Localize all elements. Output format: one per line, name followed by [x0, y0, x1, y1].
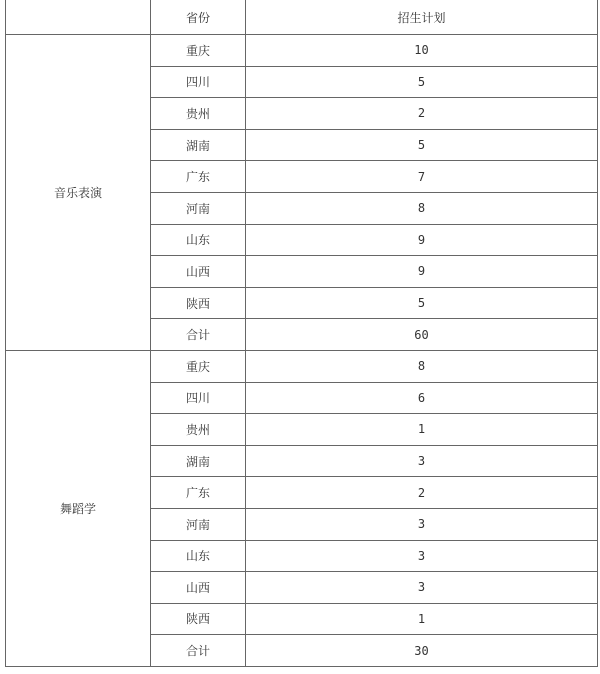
province-cell: 湖南: [151, 129, 246, 161]
plan-count-cell: 3: [246, 540, 598, 572]
plan-count-cell: 3: [246, 445, 598, 477]
plan-count-cell: 9: [246, 224, 598, 256]
plan-count-cell: 1: [246, 414, 598, 446]
plan-count-cell: 9: [246, 256, 598, 288]
table-row: [6, 35, 598, 67]
plan-count-cell: 1: [246, 603, 598, 635]
province-cell: 山西: [151, 256, 246, 288]
table-header-row: [6, 0, 598, 35]
header-cell-province: 省份: [151, 0, 246, 35]
province-cell: 贵州: [151, 414, 246, 446]
plan-count-cell: 10: [246, 35, 598, 67]
major-cell: 舞蹈学: [6, 350, 151, 666]
province-cell: 广东: [151, 161, 246, 193]
plan-count-cell: 60: [246, 319, 598, 351]
province-cell: 合计: [151, 635, 246, 667]
plan-count-cell: 5: [246, 66, 598, 98]
province-cell: 河南: [151, 508, 246, 540]
major-cell: 音乐表演: [6, 35, 151, 351]
plan-count-cell: 8: [246, 192, 598, 224]
plan-count-cell: 6: [246, 382, 598, 414]
table-body: [6, 0, 598, 666]
plan-count-cell: 2: [246, 477, 598, 509]
plan-count-cell: 2: [246, 98, 598, 130]
header-cell-major: [6, 0, 151, 35]
province-cell: 广东: [151, 477, 246, 509]
enrollment-plan-table: [5, 0, 598, 667]
province-cell: 山西: [151, 572, 246, 604]
plan-count-cell: 30: [246, 635, 598, 667]
province-cell: 重庆: [151, 350, 246, 382]
plan-count-cell: 3: [246, 572, 598, 604]
plan-count-cell: 5: [246, 287, 598, 319]
province-cell: 陕西: [151, 287, 246, 319]
plan-count-cell: 7: [246, 161, 598, 193]
province-cell: 河南: [151, 192, 246, 224]
plan-count-cell: 3: [246, 508, 598, 540]
province-cell: 山东: [151, 224, 246, 256]
province-cell: 合计: [151, 319, 246, 351]
province-cell: 陕西: [151, 603, 246, 635]
header-cell-plan: 招生计划: [246, 0, 598, 35]
province-cell: 四川: [151, 66, 246, 98]
plan-count-cell: 5: [246, 129, 598, 161]
table-row: [6, 350, 598, 382]
province-cell: 重庆: [151, 35, 246, 67]
province-cell: 四川: [151, 382, 246, 414]
plan-count-cell: 8: [246, 350, 598, 382]
province-cell: 湖南: [151, 445, 246, 477]
province-cell: 贵州: [151, 98, 246, 130]
province-cell: 山东: [151, 540, 246, 572]
